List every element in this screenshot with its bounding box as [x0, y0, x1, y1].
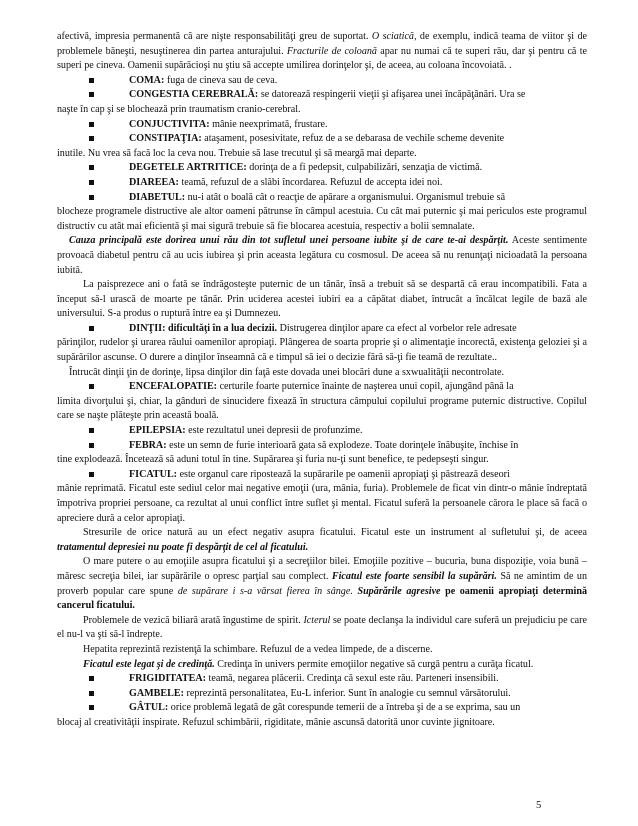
bullet-item-conjunctivita: CONJUCTIVITA: mânie neexprimată, frustare.	[57, 118, 587, 133]
bullet-icon	[89, 78, 94, 83]
bullet-continuation: naşte în cap şi se blochează prin traumatism cranio-cerebral.	[57, 103, 301, 115]
bullet-item-dintii: DINŢII: dificultăţi în a lua decizii. Distrugerea dinţilor apare ca efect al vorbelor rele adresate	[57, 322, 587, 337]
bullet-item-coma: COMA: fuga de cineva sau de ceva.	[57, 74, 587, 89]
italic-term: Fracturile de coloană	[286, 45, 377, 57]
bullet-item-gambele: GAMBELE: reprezintă personalitatea, Eu-L inferior. Sunt în analogie cu semnul vărsătorului.	[57, 687, 587, 702]
document-page	[57, 30, 587, 731]
bullet-continuation: blocheze programele distructive ale altor oameni pătrunse în câmpul acestuia. Cu cât mai puternic şi mai periculos este programul distructiv cu atât mai eficientă şi mai sigură trebuie să fie blocarea acestuia, respectiv a bolii semnalate.	[57, 206, 587, 232]
paragraph-cauza: Cauza principală este dorirea unui rău din tot sufletul unei persoane iubite şi de care te-ai despărţit. Aceste sentimente provoacă diabetul pentru că au ucis iubirea şi prin aceasta legătura cu cosmosul. De aceea să nu renunţaţi nicioadată la persoana iubită.	[57, 235, 587, 276]
bullet-item-ficatul: FICATUL: este organul care ripostează la supărarile pe oamenii apropiaţi şi păstrează deseori	[57, 468, 587, 483]
paragraph-intrucat: Întrucât dinţii ţin de dorinţe, lipsa dinţilor din faţă este dovada unei blocări dune a sxwualităţii necontrolate.	[69, 366, 505, 378]
bullet-icon	[89, 165, 94, 170]
bullet-item-gatul: GÂTUL: orice problemă legată de gât corespunde temerii de a întreba şi de a se exprima, sau un	[57, 701, 587, 716]
bullet-icon	[89, 443, 94, 448]
bullet-item-constipatia: CONSTIPAŢIA: ataşament, posesivitate, refuz de a se debarasa de vechile scheme devenite	[57, 132, 587, 147]
bullet-continuation: limita divorţului şi, chiar, la gânduri de sinucidere fixează în structura câmpului copilului programe puternic distructive. Copilul care se naşte plăteşte prin această boală.	[57, 395, 587, 422]
bullet-item-diareea: DIAREEA: teamă, refuzul de a slăbi încordarea. Refuzul de accepta idei noi.	[57, 176, 587, 191]
bullet-item-encefalopatie: ENCEFALOPATIE: certurile foarte puternice înainte de naşterea unui copil, ajungând până la	[57, 380, 587, 395]
bullet-icon	[89, 676, 94, 681]
paragraph-ficat-credinta: Ficatul este legat şi de credinţă. Credinţa în univers permite emoţiilor negative să curgă pentru a curăţa ficatul.	[83, 658, 534, 670]
bullet-item-epilepsia: EPILEPSIA: este rezultatul unei depresii de profunzime.	[57, 424, 587, 439]
bullet-continuation: părinţilor, rudelor şi urarea răului oamenilor apropiaţi. Plângerea de soarta proprie şi o alimentaţie incorectă, existenţa geloziei şi a supărărilor ascunse. O durere a dinţilor înseamnă că e timpul să iei o decizie fără să-ţi fie teamă de rezultate..	[57, 337, 587, 364]
paragraph-paisprezece: La paisprezece ani o fată se îndrăgosteşte puternic de un tânăr, însă a trebuit să se despartă că erau incompatibili. Fata a început să-l urască de moarte pe tânăr. Prin uciderea acestei iubiri ea a căpătat diabet, întrucât a încălcat legile de bază ale universului. S-a produs o ruptură între ea şi Dumnezeu.	[57, 279, 587, 320]
bullet-icon	[89, 122, 94, 127]
bullet-icon	[89, 92, 94, 97]
paragraph-hepatita: Hepatita reprezintă rezistenţă la schimbare. Refuzul de a vedea limpede, de a discerne.	[83, 643, 433, 655]
bullet-icon	[89, 428, 94, 433]
bullet-continuation: blocaj al creativităţii inspirate. Refuzul schimbării, rigiditate, mânie ascunsă datorită unor cuvinte jignitoare.	[57, 716, 495, 728]
bullet-icon	[89, 472, 94, 477]
page-number: 5	[536, 800, 542, 811]
bullet-item-diabetul: DIABETUL: nu-i atât o boală cât o reacţie de apărare a organismului. Organismul trebuie să	[57, 191, 587, 206]
bullet-icon	[89, 691, 94, 696]
bullet-icon	[89, 384, 94, 389]
bullet-continuation: mânie reprimată. Ficatul este sediul celor mai negative emoţii (ura, mânia, furia). Problemele de ficat vin dintr-o mânie îndreptată împotriva propriei persoane, ca rezultat al unui conflict între suflet şi mental. Ficatul suferă la persoanele cărora le place să facă o apreciere dură a celor apropiaţi.	[57, 483, 587, 524]
bullet-continuation: inutile. Nu vrea să facă loc la ceva nou. Trebuie să lase trecutul şi să meargă mai departe.	[57, 147, 417, 159]
bullet-continuation: tine explodează. Încetează să aduni totul în tine. Supărarea şi furia nu-ţi sunt benefice, te pedepseşti singur.	[57, 454, 489, 466]
bullet-item-congestia: CONGESTIA CEREBRALĂ: se datorează respingerii vieţii şi afişarea unei încăpăţânări. Ura se	[57, 88, 587, 103]
bullet-icon	[89, 195, 94, 200]
paragraph-stresurile: Stresurile de orice natură au un efect negativ asupra ficatului. Ficatul este un instrument al sufletului şi, de aceea tratamentul depresiei nu poate fi despărţit de cel al ficatului.	[57, 527, 587, 553]
bullet-item-frigiditatea: FRIGIDITATEA: teamă, negarea plăcerii. Credinţa că sexul este rău. Parteneri insensibili.	[57, 672, 587, 687]
bullet-item-febra: FEBRA: este un semn de furie interioară gata să explodeze. Toate dorinţele înăbuşite, închise în	[57, 439, 587, 454]
italic-term: O sciatică,	[371, 31, 417, 42]
bullet-item-degetele: DEGETELE ARTRITICE: dorinţa de a fi pedepsit, culpabilizări, senzaţia de victimă.	[57, 161, 587, 176]
bullet-icon	[89, 180, 94, 185]
bullet-icon	[89, 136, 94, 141]
bullet-icon	[89, 705, 94, 710]
paragraph-omare: O mare putere o au emoţiile asupra ficatului şi a secreţiilor bilei. Emoţiile pozitive – bucuria, buna dispoziţie, voia bună – măresc secreţia bilei, iar supărările o opresc parţial sau complect. Ficatul este foarte sensibil la supărări. Să ne amintim de un proverb popular care spune de supărare i s-a vărsat fierea în sânge. Supărările agresive pe oamenii apropiaţi determină cancerul ficatului.	[57, 556, 588, 612]
bullet-icon	[89, 326, 94, 331]
paragraph-intro: afectivă, impresia permanentă că are nişte responsabilităţi greu de suportat. O sciatică, de exemplu, indică teama de viitor şi de problemele băneşti, nesuştinerea din partea anturajului. Fracturile de coloană apar nu numai că te superi rău, dar şi pentru că te superi pe cineva. Oamenii supărăcioşi nu ştiu să accepte umilirea dorinţelor şi, de aceea, au coloana încovoiată. .	[57, 31, 587, 72]
paragraph-problemele: Problemele de vezică biliară arată îngustime de spirit. Icterul se poate declanşa la individul care suferă un prejudiciu pe care el nu-l va şti să-l îndrepte.	[57, 614, 587, 641]
